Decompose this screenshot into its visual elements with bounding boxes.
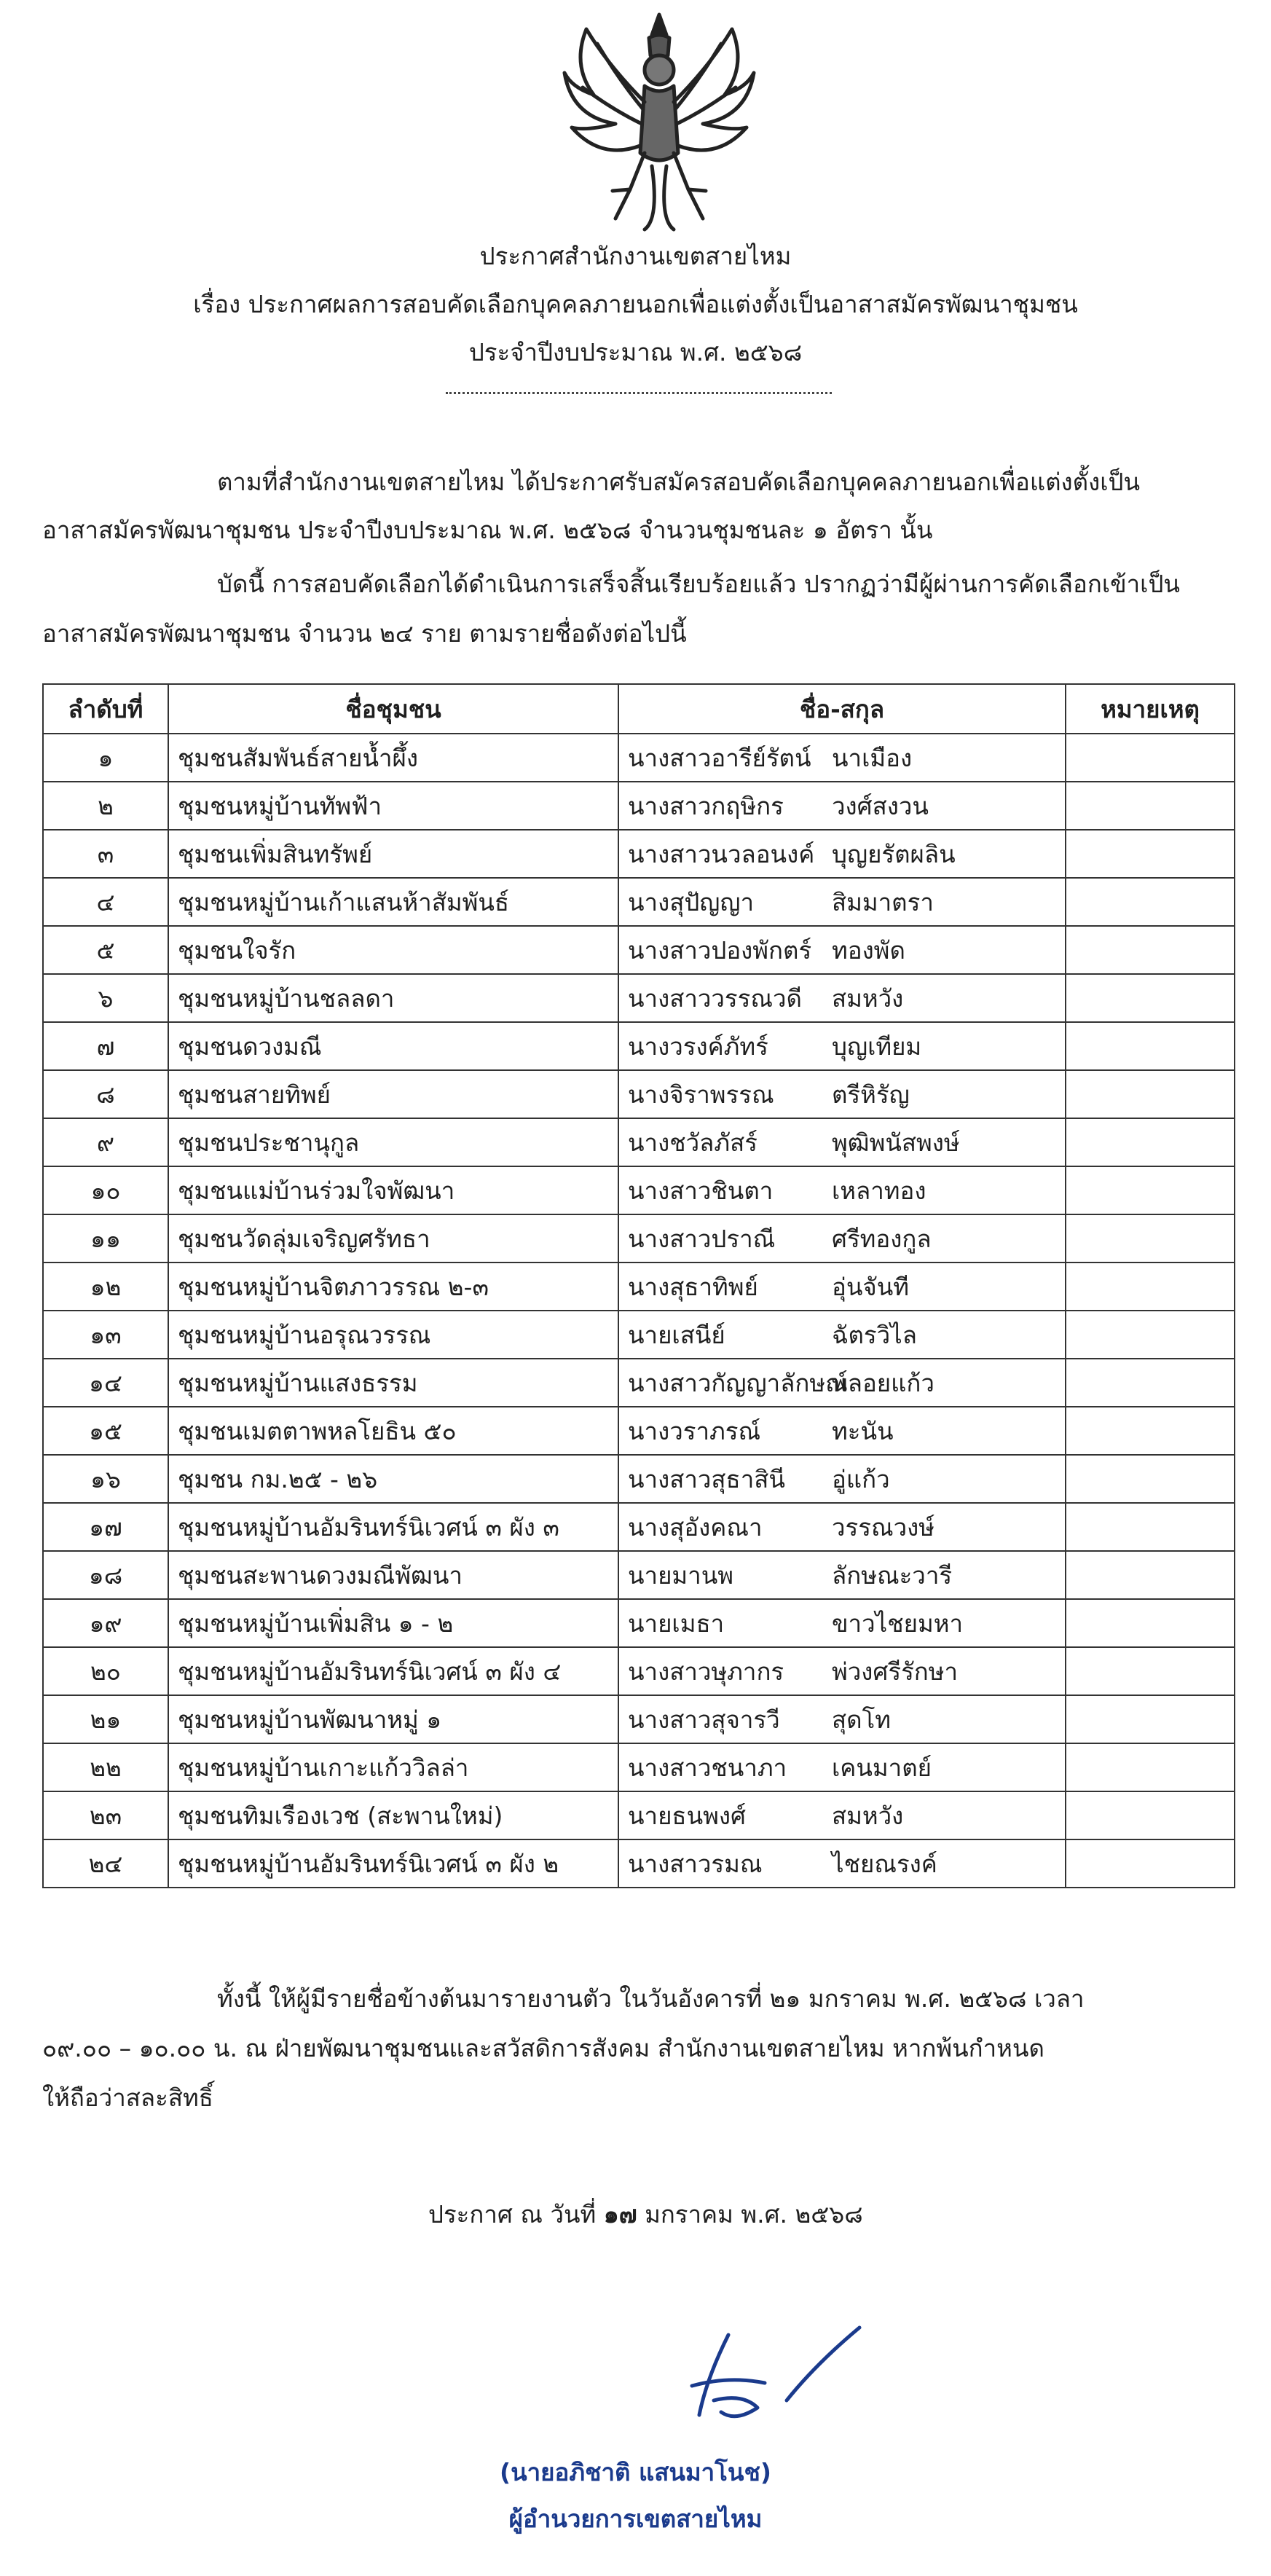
row-full-name	[618, 1599, 1066, 1647]
table-row	[43, 1839, 1235, 1888]
row-first-name: นางสาวสุจารวี	[628, 1705, 780, 1734]
row-first-name: นายธนพงศ์	[628, 1801, 746, 1830]
row-remark	[1066, 878, 1235, 926]
row-remark	[1066, 1022, 1235, 1070]
table-row	[43, 1743, 1235, 1791]
row-last-name: ขาวไชยมหา	[832, 1609, 963, 1638]
row-first-name: นางวราภรณ์	[628, 1416, 761, 1445]
row-first-name: นางสุธาทิพย์	[628, 1272, 758, 1301]
row-community: ชุมชนเมตตาพหลโยธิน ๕๐	[168, 1407, 618, 1455]
row-order-no: ๕	[43, 926, 168, 974]
announcement-fiscal-year: ประจำปีงบประมาณ พ.ศ. ๒๕๖๘	[468, 338, 803, 366]
row-remark	[1066, 1407, 1235, 1455]
row-last-name: พุฒิพนัสพงษ์	[832, 1128, 960, 1157]
row-full-name	[618, 1214, 1066, 1263]
row-full-name	[618, 878, 1066, 926]
table-row	[43, 878, 1235, 926]
row-order-no: ๑๗	[43, 1503, 168, 1551]
row-full-name	[618, 1839, 1066, 1888]
row-order-no: ๑๖	[43, 1455, 168, 1503]
row-full-name	[618, 1551, 1066, 1599]
row-first-name: นางสาวกัญญาลักษณ์	[628, 1368, 848, 1397]
row-first-name: นางจิราพรรณ	[628, 1080, 774, 1109]
row-order-no: ๙	[43, 1118, 168, 1166]
row-last-name: วงศ์สงวน	[832, 791, 929, 820]
table-row	[43, 1070, 1235, 1118]
row-full-name	[618, 926, 1066, 974]
table-row	[43, 1455, 1235, 1503]
row-first-name: นางสาวปราณี	[628, 1224, 776, 1253]
row-last-name: บุญเทียม	[832, 1032, 922, 1061]
row-full-name	[618, 1743, 1066, 1791]
row-last-name: ไชยณรงค์	[832, 1849, 937, 1878]
announce-day: ๑๗	[603, 2200, 637, 2229]
table-row	[43, 1407, 1235, 1455]
row-last-name: ทองพัด	[832, 935, 905, 965]
header-community: ชื่อชุมชน	[168, 684, 618, 734]
row-last-name: บุญยรัตผลิน	[832, 839, 956, 868]
row-last-name: ทะนัน	[832, 1416, 894, 1445]
row-last-name: ลักษณะวารี	[832, 1560, 953, 1590]
row-order-no: ๖	[43, 974, 168, 1022]
row-community: ชุมชนแม่บ้านร่วมใจพัฒนา	[168, 1166, 618, 1214]
row-remark	[1066, 1070, 1235, 1118]
row-first-name: นางสาวอารีย์รัตน์	[628, 743, 811, 772]
row-full-name	[618, 974, 1066, 1022]
row-community: ชุมชนสัมพันธ์สายน้ำผึ้ง	[168, 734, 618, 782]
row-remark	[1066, 1311, 1235, 1359]
table-row	[43, 1599, 1235, 1647]
intro-paragraph-2-line-1: บัดนี้ การสอบคัดเลือกได้ดำเนินการเสร็จสิ้นเรียบร้อยแล้ว ปรากฏว่ามีผู้ผ่านการคัดเลือกเข้าเป็น	[217, 570, 1180, 598]
row-remark	[1066, 974, 1235, 1022]
row-remark	[1066, 830, 1235, 878]
row-full-name	[618, 1118, 1066, 1166]
table-row	[43, 1022, 1235, 1070]
row-first-name: นางสุอังคณา	[628, 1512, 763, 1542]
row-order-no: ๒๓	[43, 1791, 168, 1839]
row-full-name	[618, 1311, 1066, 1359]
row-full-name	[618, 1647, 1066, 1695]
row-first-name: นางสาวสุธาสินี	[628, 1464, 785, 1493]
row-community: ชุมชนหมู่บ้านพัฒนาหมู่ ๑	[168, 1695, 618, 1743]
row-first-name: นางสาวชินตา	[628, 1176, 774, 1205]
row-full-name	[618, 830, 1066, 878]
garuda-emblem	[543, 0, 776, 233]
row-remark	[1066, 1791, 1235, 1839]
row-community: ชุมชนวัดลุ่มเจริญศรัทธา	[168, 1214, 618, 1263]
row-full-name	[618, 782, 1066, 830]
row-community: ชุมชนหมู่บ้านเก้าแสนห้าสัมพันธ์	[168, 878, 618, 926]
row-first-name: นางสาวนวลอนงค์	[628, 839, 815, 868]
intro-paragraph-1-line-1: ตามที่สำนักงานเขตสายไหม ได้ประกาศรับสมัครสอบคัดเลือกบุคคลภายนอกเพื่อแต่งตั้งเป็น	[217, 468, 1141, 496]
row-full-name	[618, 1022, 1066, 1070]
signature-mark	[677, 2313, 874, 2430]
row-order-no: ๓	[43, 830, 168, 878]
results-table	[42, 683, 1235, 1888]
table-row	[43, 1791, 1235, 1839]
intro-paragraph-1-line-2: อาสาสมัครพัฒนาชุมชน ประจำปีงบประมาณ พ.ศ. ๒๕๖๘ จำนวนชุมชนละ ๑ อัตรา นั้น	[42, 516, 933, 544]
row-full-name	[618, 1791, 1066, 1839]
row-first-name: นางชวัลภัสร์	[628, 1128, 758, 1157]
row-last-name: พลอยแก้ว	[832, 1368, 934, 1397]
row-remark	[1066, 1599, 1235, 1647]
table-row	[43, 1118, 1235, 1166]
row-order-no: ๑๕	[43, 1407, 168, 1455]
row-first-name: นางวรงค์ภัทร์	[628, 1032, 768, 1061]
row-order-no: ๒๒	[43, 1743, 168, 1791]
row-remark	[1066, 734, 1235, 782]
row-full-name	[618, 1070, 1066, 1118]
table-row	[43, 974, 1235, 1022]
table-row	[43, 1503, 1235, 1551]
row-order-no: ๑๒	[43, 1263, 168, 1311]
row-order-no: ๘	[43, 1070, 168, 1118]
announce-prefix: ประกาศ ณ วันที่	[428, 2200, 597, 2229]
row-remark	[1066, 1214, 1235, 1263]
row-order-no: ๑๓	[43, 1311, 168, 1359]
row-last-name: ฉัตรวิไล	[832, 1320, 917, 1349]
row-first-name: นายเสนีย์	[628, 1320, 725, 1349]
closing-line-1: ทั้งนี้ ให้ผู้มีรายชื่อข้างต้นมารายงานตัว ในวันอังคารที่ ๒๑ มกราคม พ.ศ. ๒๕๖๘ เวลา	[217, 1984, 1085, 2013]
row-last-name: เคนมาตย์	[832, 1753, 932, 1782]
row-first-name: นางสุปัญญา	[628, 887, 755, 916]
table-row	[43, 782, 1235, 830]
row-remark	[1066, 1839, 1235, 1888]
row-last-name: ศรีทองกูล	[832, 1224, 932, 1253]
row-full-name	[618, 734, 1066, 782]
row-community: ชุมชนหมู่บ้านอัมรินทร์นิเวศน์ ๓ ผัง ๓	[168, 1503, 618, 1551]
row-community: ชุมชนหมู่บ้านเพิ่มสิน ๑ - ๒	[168, 1599, 618, 1647]
row-community: ชุมชนหมู่บ้านอัมรินทร์นิเวศน์ ๓ ผัง ๒	[168, 1839, 618, 1888]
row-remark	[1066, 782, 1235, 830]
row-last-name: นาเมือง	[832, 743, 913, 772]
row-first-name: นางสาววรรณวดี	[628, 983, 802, 1013]
row-order-no: ๑๔	[43, 1359, 168, 1407]
row-community: ชุมชนหมู่บ้านเกาะแก้ววิลล่า	[168, 1743, 618, 1791]
row-order-no: ๑๑	[43, 1214, 168, 1263]
row-order-no: ๑๘	[43, 1551, 168, 1599]
row-first-name: นางสาวรมณ	[628, 1849, 763, 1878]
row-order-no: ๔	[43, 878, 168, 926]
dotted-divider	[446, 392, 832, 394]
signer-name: (นายอภิชาติ แสนมาโนช)	[500, 2458, 771, 2486]
row-full-name	[618, 1359, 1066, 1407]
row-last-name: อุ่นจันที	[832, 1272, 910, 1301]
announce-date	[428, 2199, 863, 2231]
row-first-name: นางสาวษุภากร	[628, 1657, 784, 1686]
row-order-no: ๒	[43, 782, 168, 830]
row-first-name: นางสาวชนาภา	[628, 1753, 787, 1782]
table-row	[43, 1695, 1235, 1743]
row-first-name: นางสาวปองพักตร์	[628, 935, 812, 965]
row-community: ชุมชนหมู่บ้านอรุณวรรณ	[168, 1311, 618, 1359]
row-order-no: ๑	[43, 734, 168, 782]
table-body	[43, 734, 1235, 1888]
intro-paragraph-2-line-2: อาสาสมัครพัฒนาชุมชน จำนวน ๒๔ ราย ตามรายชื่อดังต่อไปนี้	[42, 619, 687, 648]
closing-line-3: ให้ถือว่าสละสิทธิ์	[42, 2084, 213, 2112]
row-last-name: สมหวัง	[832, 1801, 904, 1830]
row-community: ชุมชนสะพานดวงมณีพัฒนา	[168, 1551, 618, 1599]
row-community: ชุมชนหมู่บ้านจิตภาวรรณ ๒-๓	[168, 1263, 618, 1311]
table-row	[43, 1359, 1235, 1407]
row-remark	[1066, 1118, 1235, 1166]
table-header-row	[43, 684, 1235, 734]
row-last-name: อู่แก้ว	[832, 1464, 890, 1493]
row-full-name	[618, 1455, 1066, 1503]
row-remark	[1066, 1263, 1235, 1311]
row-first-name: นายเมธา	[628, 1609, 725, 1638]
table-row	[43, 1551, 1235, 1599]
row-first-name: นางสาวกฤษิกร	[628, 791, 784, 820]
header-full-name: ชื่อ-สกุล	[618, 684, 1066, 734]
table-row	[43, 1311, 1235, 1359]
announcement-title: ประกาศสำนักงานเขตสายไหม	[479, 242, 792, 270]
row-remark	[1066, 1743, 1235, 1791]
row-community: ชุมชนหมู่บ้านอัมรินทร์นิเวศน์ ๓ ผัง ๔	[168, 1647, 618, 1695]
row-community: ชุมชนใจรัก	[168, 926, 618, 974]
table-row	[43, 1263, 1235, 1311]
row-last-name: ตรีหิรัญ	[832, 1080, 910, 1109]
row-order-no: ๒๐	[43, 1647, 168, 1695]
table-row	[43, 926, 1235, 974]
row-last-name: เหลาทอง	[832, 1176, 926, 1205]
header-remark: หมายเหตุ	[1066, 684, 1235, 734]
table-row	[43, 1647, 1235, 1695]
row-last-name: วรรณวงษ์	[832, 1512, 934, 1542]
row-community: ชุมชนทิมเรืองเวช (สะพานใหม่)	[168, 1791, 618, 1839]
row-remark	[1066, 1503, 1235, 1551]
header-order-no: ลำดับที่	[43, 684, 168, 734]
row-remark	[1066, 1647, 1235, 1695]
row-community: ชุมชน กม.๒๕ - ๒๖	[168, 1455, 618, 1503]
row-community: ชุมชนประชานุกูล	[168, 1118, 618, 1166]
row-full-name	[618, 1503, 1066, 1551]
row-last-name: สุดโท	[832, 1705, 892, 1734]
row-order-no: ๒๔	[43, 1839, 168, 1888]
row-remark	[1066, 1551, 1235, 1599]
row-last-name: สมหวัง	[832, 983, 904, 1013]
row-full-name	[618, 1407, 1066, 1455]
announcement-subject: เรื่อง ประกาศผลการสอบคัดเลือกบุคคลภายนอกเพื่อแต่งตั้งเป็นอาสาสมัครพัฒนาชุมชน	[193, 290, 1078, 318]
row-community: ชุมชนสายทิพย์	[168, 1070, 618, 1118]
row-order-no: ๒๑	[43, 1695, 168, 1743]
announce-suffix: มกราคม พ.ศ. ๒๕๖๘	[645, 2200, 863, 2229]
row-community: ชุมชนหมู่บ้านทัพฟ้า	[168, 782, 618, 830]
table-row	[43, 1214, 1235, 1263]
row-remark	[1066, 1695, 1235, 1743]
table-row	[43, 830, 1235, 878]
row-remark	[1066, 1359, 1235, 1407]
row-full-name	[618, 1695, 1066, 1743]
row-last-name: สิมมาตรา	[832, 887, 934, 916]
row-order-no: ๑๐	[43, 1166, 168, 1214]
row-first-name: นายมานพ	[628, 1560, 734, 1590]
closing-line-2: ๐๙.๐๐ – ๑๐.๐๐ น. ณ ฝ่ายพัฒนาชุมชนและสวัสดิการสังคม สำนักงานเขตสายไหม หากพ้นกำหนด	[42, 2034, 1044, 2062]
row-community: ชุมชนเพิ่มสินทรัพย์	[168, 830, 618, 878]
row-community: ชุมชนหมู่บ้านแสงธรรม	[168, 1359, 618, 1407]
signer-position: ผู้อำนวยการเขตสายไหม	[508, 2505, 763, 2533]
row-full-name	[618, 1166, 1066, 1214]
row-remark	[1066, 926, 1235, 974]
table-row	[43, 1166, 1235, 1214]
table-row	[43, 734, 1235, 782]
row-community: ชุมชนหมู่บ้านชลลดา	[168, 974, 618, 1022]
row-full-name	[618, 1263, 1066, 1311]
row-remark	[1066, 1166, 1235, 1214]
row-last-name: พ่วงศรีรักษา	[832, 1657, 959, 1686]
row-community: ชุมชนดวงมณี	[168, 1022, 618, 1070]
row-order-no: ๑๙	[43, 1599, 168, 1647]
row-order-no: ๗	[43, 1022, 168, 1070]
row-remark	[1066, 1455, 1235, 1503]
